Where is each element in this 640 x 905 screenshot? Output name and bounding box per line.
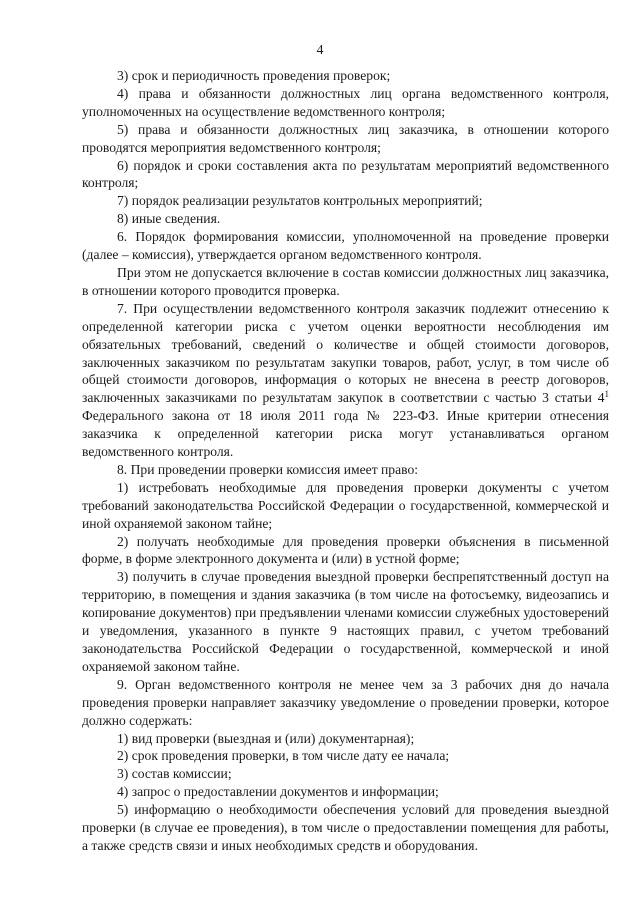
superscript: 1 bbox=[604, 389, 609, 400]
paragraph-text: Федерального закона от 18 июля 2011 года № 223-ФЗ. Иные критерии отнесения заказчика к определенной категории риска могут устанавливаться органом ведомственного контроля. bbox=[82, 408, 609, 460]
paragraph: 8) иные сведения. bbox=[117, 211, 221, 227]
paragraph: 5) информацию о необходимости обеспечения условий для проведения выездной проверки (в случае ее проведения), в том числе о предоставлении помещения для работы, а также средств связи и иных необходимых средств и оборудования. bbox=[82, 802, 609, 853]
paragraph: 9. Орган ведомственного контроля не менее чем за 3 рабочих дня до начала проведения проверки направляет заказчику уведомление о проведении проверки, которое должно содержать: bbox=[82, 676, 609, 728]
paragraph: 6) порядок и сроки составления акта по результатам мероприятий ведомственного контроля; bbox=[82, 157, 609, 191]
paragraph: 3) срок и периодичность проведения проверок; bbox=[117, 68, 391, 83]
document-body bbox=[82, 67, 609, 855]
paragraph: 7) порядок реализации результатов контрольных мероприятий; bbox=[117, 193, 483, 209]
paragraph: 3) состав комиссии; bbox=[117, 766, 232, 782]
paragraph: 4) права и обязанности должностных лиц органа ведомственного контроля, уполномоченных на осуществление ведомственного контроля; bbox=[82, 85, 609, 119]
paragraph: 2) срок проведения проверки, в том числе дату ее начала; bbox=[117, 748, 450, 764]
paragraph: 1) истребовать необходимые для проведения проверки документы с учетом требований законодательства Российской Федерации о государственной, коммерческой и иной охраняемой законом тайне; bbox=[82, 479, 609, 531]
paragraph bbox=[82, 300, 609, 461]
paragraph: 5) права и обязанности должностных лиц заказчика, в отношении которого проводятся мероприятия ведомственного контроля; bbox=[82, 121, 609, 155]
paragraph-text: 7. При осуществлении ведомственного контроля заказчик подлежит отнесению к определенной категории риска с учетом оценки вероятности несоблюдения им обязательных требований, сведений о количестве и общей стоимости договоров, заключенных заказчиком по результатам закупки товаров, работ, услуг, в том числе об общей стоимости договоров, информация о которых не внесена в реестр договоров, заключенных заказчиками по результатам закупок в соответствии с частью 3 статьи 4 bbox=[82, 300, 609, 406]
paragraph: 8. При проведении проверки комиссия имеет право: bbox=[117, 461, 419, 477]
paragraph: 1) вид проверки (выездная и (или) документарная); bbox=[117, 730, 415, 746]
paragraph: 3) получить в случае проведения выездной проверки беспрепятственный доступ на территорию, в помещения и здания заказчика (в том числе на фотосъемку, видеозапись и копирование документов) при предъявлении членами комиссии служебных удостоверений и уведомления, указанного в пункте 9 настоящих правил, с учетом требований законодательства Российской Федерации о государственной, коммерческой и иной охраняемой законом тайне. bbox=[82, 569, 609, 674]
page-number: 4 bbox=[316, 43, 324, 58]
paragraph: 6. Порядок формирования комиссии, уполномоченной на проведение проверки (далее – комиссия), утверждается органом ведомственного контроля. bbox=[82, 229, 609, 263]
paragraph: При этом не допускается включение в состав комиссии должностных лиц заказчика, в отношении которого проводится проверка. bbox=[82, 264, 609, 298]
paragraph: 4) запрос о предоставлении документов и информации; bbox=[117, 784, 439, 800]
paragraph: 2) получать необходимые для проведения проверки объяснения в письменной форме, в форме электронного документа и (или) в устной форме; bbox=[82, 533, 609, 567]
